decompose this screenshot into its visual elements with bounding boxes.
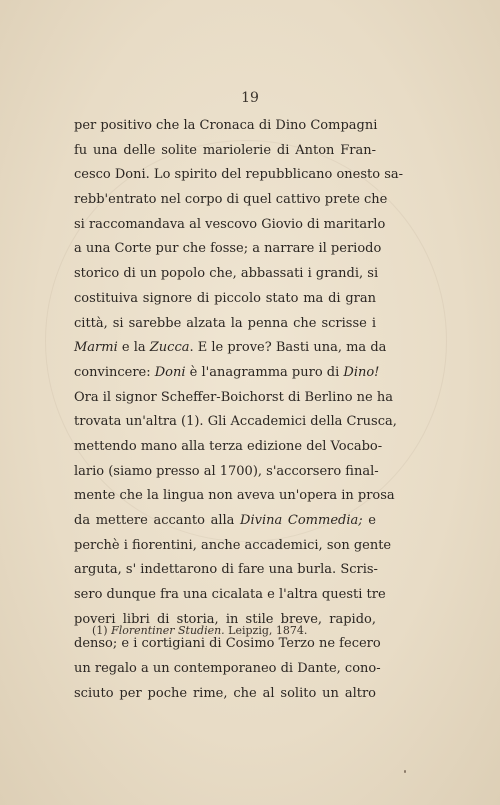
text-line xyxy=(74,583,386,608)
text-run: un regalo a un contemporaneo di Dante, cono- xyxy=(74,661,381,677)
text-line xyxy=(74,410,397,435)
text-run: città, si sarebbe alzata la penna che scrisse i xyxy=(74,315,376,331)
italic-text: Marmi xyxy=(74,340,118,356)
text-run: si raccomandava al vescovo Giovio di maritarlo xyxy=(74,216,386,232)
text-run: poveri libri di storia, in stile breve, rapido, xyxy=(74,611,376,627)
text-line xyxy=(74,558,376,583)
text-line xyxy=(74,139,376,164)
italic-text: Doni xyxy=(154,364,186,380)
text-line xyxy=(74,114,376,139)
text-line xyxy=(74,682,376,707)
text-run: storico di un popolo che, abbassati i grandi, si xyxy=(74,266,379,282)
italic-text: Zucca xyxy=(149,340,190,356)
text-run: fu una delle solite mariolerie di Anton Fran- xyxy=(74,142,376,158)
text-run: denso; e i cortigiani di Cosimo Terzo ne fecero xyxy=(74,636,381,652)
text-run: convincere: xyxy=(74,364,155,380)
text-line xyxy=(74,163,404,188)
text-line xyxy=(74,237,382,262)
text-line xyxy=(74,336,387,361)
italic-text: Divina Commedia; xyxy=(240,513,363,528)
text-run: per positivo che la Cronaca di Dino Compagni xyxy=(74,118,378,133)
text-line xyxy=(74,534,392,559)
text-line xyxy=(74,188,388,213)
footnote xyxy=(92,624,392,637)
text-run: Ora il signor Scheffer-Boichorst di Berlino ne ha xyxy=(74,389,393,405)
text-line xyxy=(74,213,386,238)
text-run: cesco Doni. Lo spirito del repubblicano onesto sa- xyxy=(74,167,404,183)
text-line xyxy=(74,484,395,509)
text-line xyxy=(74,657,381,682)
text-run: mettendo mano alla terza edizione del Vocabo- xyxy=(74,438,383,454)
text-run: a una Corte pur che fosse; a narrare il periodo xyxy=(74,241,382,257)
text-line xyxy=(74,262,379,287)
text-run: rebb'entrato nel corpo di quel cattivo prete che xyxy=(74,192,388,208)
text-line xyxy=(74,435,383,460)
text-line xyxy=(74,287,376,312)
text-line xyxy=(74,460,379,485)
italic-text: Dino! xyxy=(343,364,380,380)
text-line xyxy=(74,386,393,411)
text-run: è l'anagramma puro di xyxy=(185,364,344,380)
text-line xyxy=(74,312,376,337)
text-run: Leipzig, 1874. xyxy=(224,624,308,637)
text-run: (1) xyxy=(92,624,112,637)
body-text xyxy=(74,114,404,707)
text-run: perchè i fiorentini, anche accademici, son gente xyxy=(74,537,392,553)
text-run: e xyxy=(362,513,376,528)
text-run: trovata un'altra (1). Gli Accademici della Crusca, xyxy=(74,414,397,430)
text-run: sciuto per poche rime, che al solito un altro xyxy=(74,685,376,701)
text-line xyxy=(74,361,380,386)
text-run: sero dunque fra una cicalata e l'altra questi tre xyxy=(74,587,386,603)
text-line xyxy=(74,509,376,534)
text-run: lario (siamo presso al 1700), s'accorsero final- xyxy=(74,463,379,479)
text-run: da mettere accanto alla xyxy=(74,513,241,528)
text-run: e la xyxy=(117,340,150,356)
italic-text: Florentiner Studien. xyxy=(111,624,225,637)
text-run: mente che la lingua non aveva un'opera in prosa xyxy=(74,488,395,504)
text-run: arguta, s' indettarono di fare una burla. Scris- xyxy=(74,562,378,578)
page-number: 19 xyxy=(241,90,259,106)
paper-speck xyxy=(404,770,406,773)
text-run: . E le prove? Basti una, ma da xyxy=(189,340,387,356)
text-run: costituiva signore di piccolo stato ma di gran xyxy=(74,290,376,306)
